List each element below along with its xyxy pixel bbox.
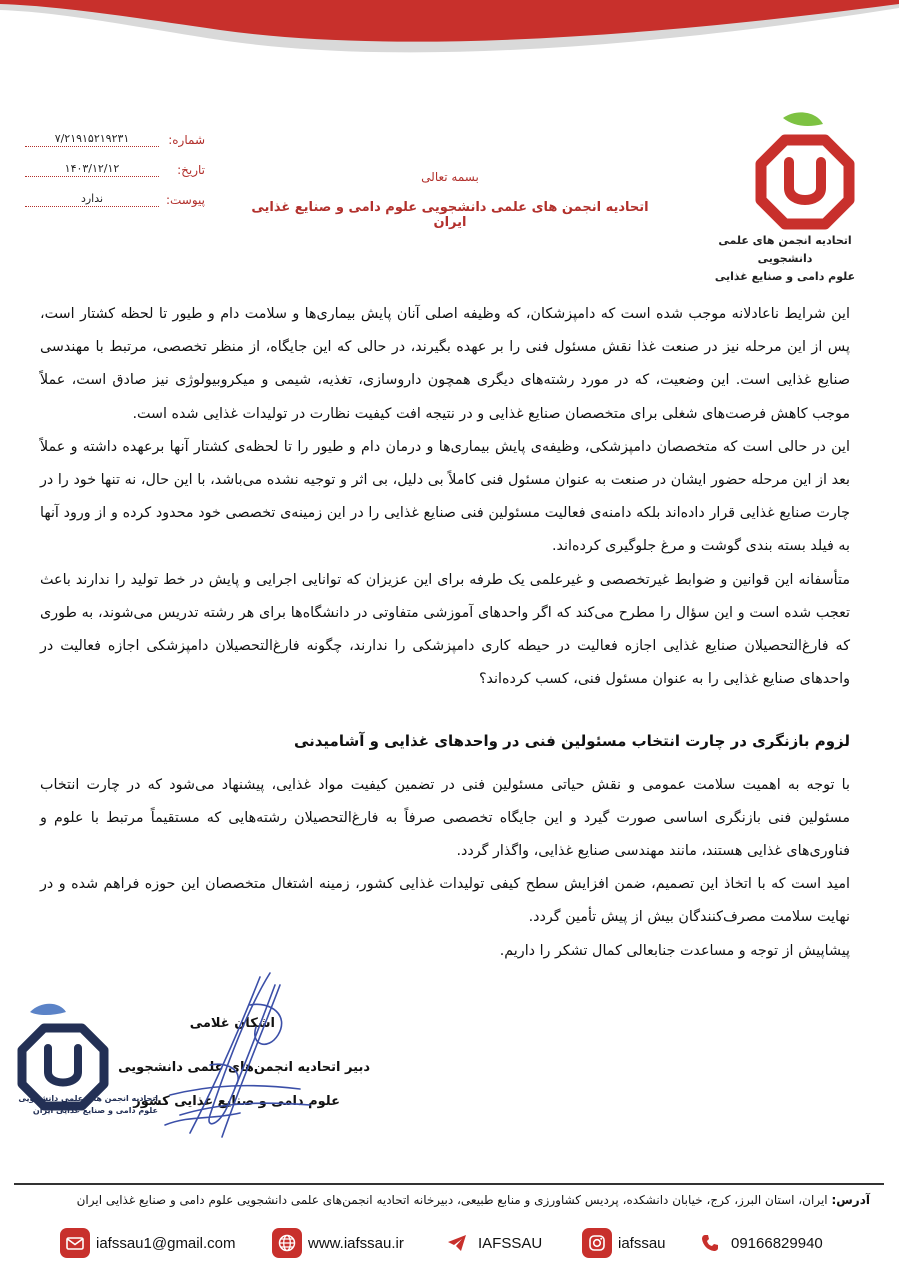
- globe-icon: [272, 1228, 302, 1258]
- letter-body: [40, 298, 850, 968]
- attachment-value: ندارد: [25, 192, 159, 207]
- header-wave-decoration: [0, 0, 899, 70]
- number-value: ۷/۲۱۹۱۵۲۱۹۲۳۱: [25, 132, 159, 147]
- logo-caption-line1: اتحادیه انجمن های علمی دانشجویی: [718, 234, 852, 265]
- body-paragraph-4: با توجه به اهمیت سلامت عمومی و نقش حیاتی مسئولین فنی در تضمین کیفیت مواد غذایی، پیشنهاد می‌شود که در چارت انتخاب مسئولین فنی بازنگری اساسی صورت گیرد و این جایگاه تخصصی صرفاً به فارغ‌التحصیلان رشته‌هایی که مستقیماً مرتبط با علوم و فناوری‌های غذایی هستند، مانند مهندسی صنایع غذایی، واگذار گردد.: [40, 776, 850, 860]
- attachment-label: پیوست:: [165, 193, 205, 207]
- instagram-icon: [582, 1228, 612, 1258]
- org-heading: اتحادیه انجمن های علمی دانشجویی علوم دامی و صنایع غذایی ایران: [251, 200, 649, 230]
- footer-contacts: [50, 1225, 850, 1265]
- address-text: ایران، استان البرز، کرج، خیابان دانشکده، پردیس کشاورزی و منابع طبیعی، دبیرخانه اتحادیه انجمن‌های علمی دانشجویی علوم دامی و صنایع غذایی ایران: [76, 1193, 828, 1207]
- contact-website[interactable]: [272, 1225, 404, 1261]
- number-label: شماره:: [168, 133, 205, 147]
- date-value: ۱۴۰۳/۱۲/۱۲: [25, 162, 159, 177]
- signer-title-line1: دبیر اتحادیه انجمن‌های علمی دانشجویی: [118, 1060, 370, 1075]
- signer-name: اشکان غلامی: [189, 1016, 275, 1031]
- email-icon: [60, 1228, 90, 1258]
- instagram-text: iafssau: [618, 1234, 666, 1252]
- telegram-text: IAFSSAU: [478, 1234, 543, 1252]
- org-logo: [745, 110, 865, 230]
- logo-caption-line2: علوم دامی و صنایع غذایی: [714, 270, 856, 283]
- section-title: لزوم بازنگری در چارت انتخاب مسئولین فنی در واحدهای غذایی و آشامیدنی: [293, 732, 850, 751]
- body-paragraph-2: این در حالی است که متخصصان دامپزشکی، وظیفه‌ی پایش بیماری‌ها و درمان دام و طیور را تا لحظه‌ی کشتار آنها برعهده داشته و عملاً بعد از این مرحله حضور ایشان در صنعت به عنوان مسئول فنی کاملاً بی دلیل، بی اثر و توجیه نشده می‌باشد، با این حال، نه تنها خود را در چارت صنایع غذایی قرار داده‌اند بلکه دامنه‌ی فعالیت مسئولین فنی صنایع غذایی را در این زمینه‌ی تخصصی خود محدود کرده و از ورود آنها به فیلد بسته بندی گوشت و مرغ جلوگیری کرده‌اند.: [40, 438, 850, 555]
- invocation: بسمه تعالی: [421, 170, 479, 184]
- phone-text: 09166829940: [731, 1234, 823, 1252]
- contact-email[interactable]: [60, 1225, 235, 1261]
- contact-phone[interactable]: [695, 1225, 823, 1261]
- logo-caption: [700, 232, 870, 286]
- handwritten-signature: [150, 965, 320, 1140]
- phone-icon: [695, 1228, 725, 1258]
- contact-telegram[interactable]: [442, 1225, 542, 1261]
- number-row: [25, 117, 205, 147]
- stamp-caption-line1: اتحادیه انجمن های علمی دانشجویی: [18, 1094, 158, 1103]
- footer-divider: [14, 1183, 884, 1185]
- contact-instagram[interactable]: [582, 1225, 666, 1261]
- attachment-row: [25, 177, 205, 207]
- letter-meta: [25, 117, 205, 207]
- stamp-caption-line2: علوم دامی و صنایع غذایی ایران: [32, 1106, 158, 1115]
- date-label: تاریخ:: [177, 163, 205, 177]
- website-text: www.iafssau.ir: [308, 1234, 404, 1252]
- email-text: iafssau1@gmail.com: [96, 1234, 236, 1252]
- date-row: [25, 147, 205, 177]
- body-paragraph-1: این شرایط ناعادلانه موجب شده است که دامپزشکان، که وظیفه اصلی آنان پایش بیماری‌ها و سلامت دام و طیور تا لحظه کشتار است، پس از این مرحله نیز در صنعت غذا نقش مسئول فنی را بر عهده بگیرند، در حالی که این جایگاه، از منظر تخصصی، مرتبط با مهندسی صنایع غذایی است. این وضعیت، که در مورد رشته‌های دیگری همچون داروسازی، تغذیه، شیمی و میکروبیولوژی نیز صادق است، عملاً موجب کاهش فرصت‌های شغلی برای متخصصان صنایع غذایی و در نتیجه افت کیفیت نظارت در تولیدات غذایی شده است.: [40, 306, 850, 422]
- body-paragraph-3: متأسفانه این قوانین و ضوابط غیرتخصصی و غیرعلمی یک طرفه برای این عزیزان که توانایی اجرایی و پایش در خط تولید را ندارند باعث تعجب شده است و این سؤال را مطرح می‌کند که اگر واحدهای آموزشی متفاوتی در دانشگاه‌ها برای هر رشته تدریس می‌شوند، به طوری که فارغ‌التحصیلان صنایع غذایی اجازه فعالیت در حیطه کاری دامپزشکی را ندارند، چگونه فارغ‌التحصیلان دامپزشکی اجازه فعالیت در واحدهای صنایع غذایی را به عنوان مسئول فنی، کسب کرده‌اند؟: [40, 571, 850, 688]
- telegram-icon: [442, 1228, 472, 1258]
- body-paragraph-6: پیشاپیش از توجه و مساعدت جنابعالی کمال تشکر را داریم.: [499, 942, 850, 959]
- signer-title-line2: علوم دامی و صنایع غذایی کشور: [133, 1094, 340, 1109]
- body-paragraph-5: امید است که با اتخاذ این تصمیم، ضمن افزایش سطح کیفی تولیدات غذایی کشور، زمینه اشتغال متخصصان این حوزه فراهم شده و در نهایت سلامت مصرف‌کنندگان بیش از پیش تأمین گردد.: [40, 876, 850, 926]
- address-label: آدرس:: [831, 1193, 870, 1207]
- footer-address: [40, 1193, 870, 1207]
